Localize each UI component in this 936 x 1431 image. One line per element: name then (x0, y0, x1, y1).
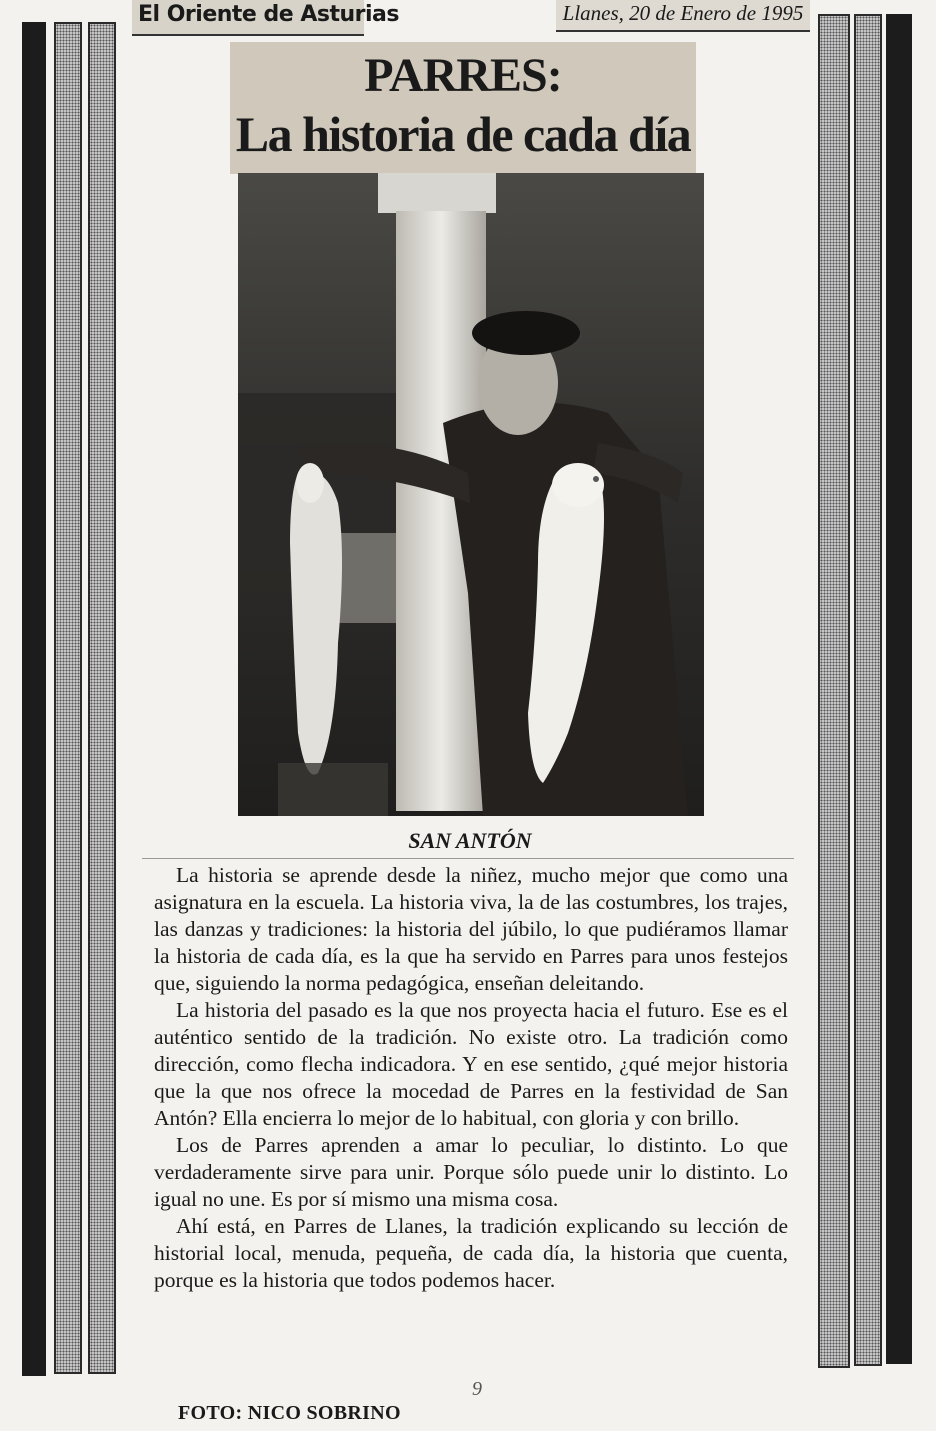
photo-credit: FOTO: NICO SOBRINO (178, 1402, 401, 1424)
paragraph: La historia se aprende desde la niñez, mucho mejor que como una asignatura en la escuela. La historia viva, la de las costumbres, los trajes, las danzas y tradiciones: la historia del júbilo, lo que pudiéramos llamar la historia de cada día, es la que ha servido en Parres para unos festejos que, siguiendo la norma pedagógica, enseñan deleitando. (154, 863, 788, 995)
right-border-bar-dotted (818, 14, 850, 1368)
article-body (154, 862, 788, 1294)
handwritten-page-mark: 9 (472, 1378, 482, 1400)
headline (230, 42, 696, 174)
left-border-bar-dotted (54, 22, 82, 1374)
divider (142, 858, 794, 859)
headline-line-2: La historia de cada día (235, 106, 691, 162)
paragraph: Ahí está, en Parres de Llanes, la tradición explicando su lección de historial local, menuda, pequeña, de cada día, la historia que cuenta, porque es la historia que todos podemos hacer. (154, 1214, 788, 1292)
right-border-bar-dark (886, 14, 912, 1364)
paragraph: La historia del pasado es la que nos proyecta hacia el futuro. Ese es el auténtico sentido de la tradición. No existe otro. La tradición como dirección, como flecha indicadora. Y en ese sentido, ¿qué mejor historia que la que nos ofrece la mocedad de Parres en la festividad de San Antón? Ella encierra lo mejor de lo habitual, con gloria y con brillo. (154, 998, 788, 1130)
left-border-bar-dotted (88, 22, 116, 1374)
left-border-bar-dark (22, 22, 46, 1376)
paragraph: Los de Parres aprenden a amar lo peculiar, lo distinto. Lo que verdaderamente sirve para unir. Porque sólo puede unir lo distinto. Lo igual no une. Es por sí mismo una misma cosa. (154, 1133, 788, 1211)
section-title: SAN ANTÓN (408, 828, 532, 853)
article-photo (238, 173, 704, 816)
right-border-bar-dotted (854, 14, 882, 1366)
newspaper-name: El Oriente de Asturias (132, 0, 364, 36)
dateline: Llanes, 20 de Enero de 1995 (556, 0, 810, 32)
headline-line-1: PARRES: (364, 49, 562, 102)
newspaper-photo-icon (238, 173, 704, 816)
